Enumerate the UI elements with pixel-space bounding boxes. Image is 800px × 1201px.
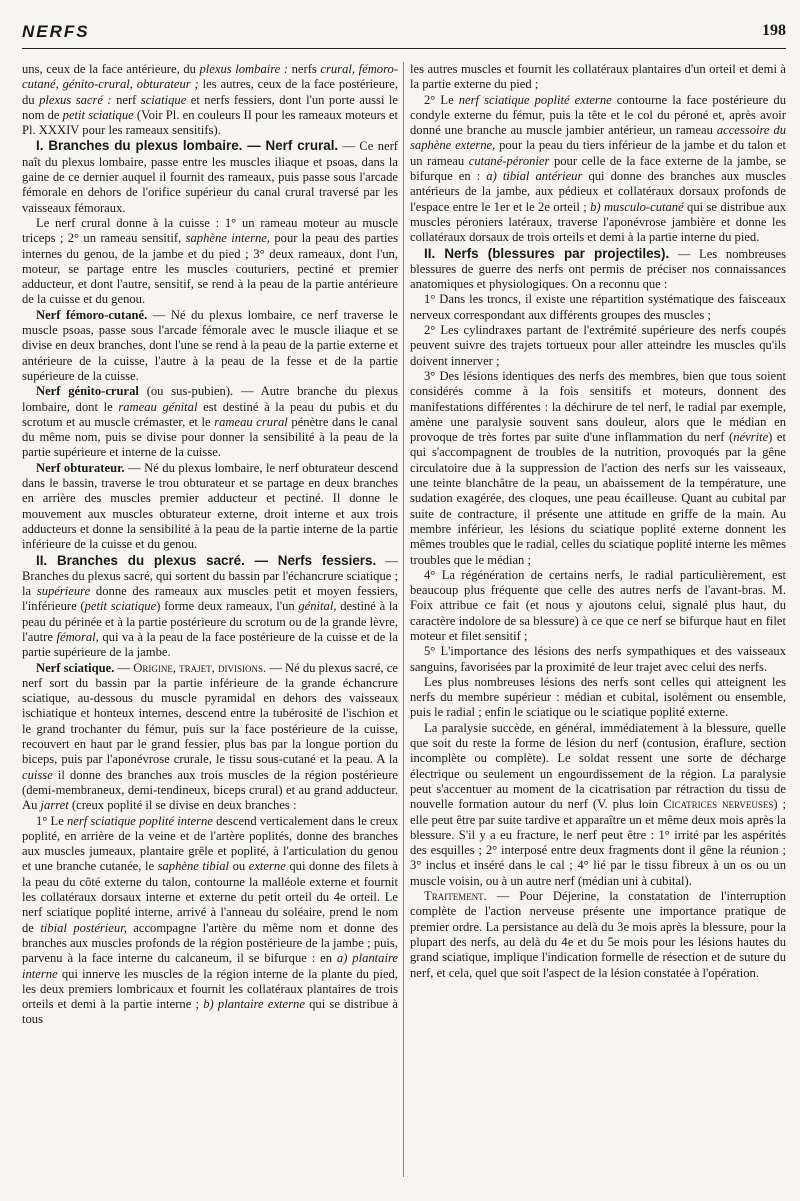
text-run: qui se distribue à tous <box>22 997 398 1027</box>
italic-term: nerf sciatique poplité interne <box>66 813 213 828</box>
text-run: 2° Le <box>424 92 459 107</box>
paragraph <box>22 384 398 460</box>
italic-term: tibial postérieur, <box>40 920 127 935</box>
text-run: Les plus nombreuses lésions des nerfs sont celles qui atteignent les nerfs du membre supérieur : médian et cubital, isolément ou ensemble, puis le radial ; enfin le sciatique ou le sciatique poplité externe. <box>410 674 786 720</box>
paragraph <box>410 889 786 981</box>
paragraph <box>22 553 398 661</box>
italic-term: a) tibial antérieur <box>486 169 583 184</box>
page-number: 198 <box>762 22 786 39</box>
text-run: ) ; elle peut être par suite tardive et apparaître un et même deux mois après la blessure. S'il y a eu fracture, le nerf peut être : 1° irrité par les aspérités des esquilles ; 2° interposé entre deux fragments dont il gêne la réunion ; 3° inclus et inséré dans le cal ; 4° lié par le tissu fibreux à un os ou un muscle voisin, ou à un autre nerf (médian uni à cubital). <box>410 797 787 888</box>
paragraph <box>410 323 786 369</box>
text-run: ) forme deux rameaux, l'un <box>156 599 299 614</box>
text-run: pour celle de la face externe de la jambe, se bifurque en : <box>410 153 787 184</box>
text-run: — Pour Déjerine, la constatation de l'interruption complète de l'action nerveuse présente une importance pratique de premier ordre. La persistance au delà du 3e mois après la blessure, pour la plupart des nerfs, au delà du 4e et du 5e mois pour les lésions hautes du grand sciatique, implique l'indication formelle de résection et de suture du nerf, et cela, quel que soit l'aspect de la lésion constatée à l'opération. <box>410 889 786 980</box>
italic-term: b) musculo-cutané <box>590 199 684 214</box>
text-run: — Branches du plexus sacré, qui sortent du bassin par l'échancrure sciatique ; la <box>22 553 398 599</box>
running-head: NERFS <box>22 22 90 41</box>
italic-term: cutané-péronier <box>468 153 550 168</box>
text-run: qui innerve les muscles de la région interne de la plante du pied, les deux premiers lombricaux et fournit les collatéraux plantaires de trois orteils et demi à la partie interne ; <box>22 966 398 1012</box>
paragraph <box>410 292 786 323</box>
section-heading: I. Branches du plexus lombaire. — Nerf crural. <box>36 138 339 154</box>
paragraph <box>22 461 398 553</box>
text-run: qui va à la peau de la face postérieure de la cuisse et de la partie supérieure de la jambe. <box>22 629 399 660</box>
text-run: les autres muscles et fournit les collatéraux plantaires d'un orteil et demi à la partie externe du pied ; <box>410 62 786 92</box>
column-divider <box>403 62 404 1177</box>
text-run: ) et qui s'accompagnent de troubles de la nutrition, provoqués par la gêne circulatoire due à la suppression de l'action des nerfs sur les vaisseaux, une teinte blanchâtre de la peau, un abaissement de la température, une sudation exagérée, des cloques, une peau écailleuse. Quant au cubital par suite de contracture, il présente une attitude en griffe de la main. Au membre inférieur, les lésions du sciatique poplité externe donnent les mêmes troubles que le radial, celles du sciatique poplité interne les mêmes troubles que le médian ; <box>410 430 786 567</box>
paragraph <box>410 568 786 644</box>
text-run: 3° Des lésions identiques des nerfs des membres, bien que tous soient considérés comme à la fois sensitifs et moteurs, donnent des manifestations différentes : la déchirure de tel nerf, le radial par exemple, amène une paralysie souvent sans douleur, alors que le médian en provoque de très fortes par suite d'une inflammation du nerf ( <box>410 368 786 445</box>
text-run: 4° La régénération de certains nerfs, le radial particulièrement, est beaucoup plus fréquente que celle des autres nerfs de l'avant-bras. M. Foix attribue ce fait (et nous y ajoutons celui, signalé plus haut, du caractère indolore de sa blessure) à ce que ce nerf se bifurque haut en filet moteur et filet sensitif ; <box>410 567 786 643</box>
italic-term: plexus lombaire : <box>199 62 289 76</box>
italic-term: nerf sciatique poplité externe <box>458 92 612 107</box>
page-header <box>22 14 786 49</box>
italic-term: crural, fémoro-cutané, génito-crural, obturateur ; <box>22 62 399 92</box>
text-run: — Né du plexus lombaire, ce nerf traverse le muscle psoas, passe sous l'arcade fémorale avec le muscle iliaque et se divise en deux branches, dont l'une se rend à la peau de la partie externe et antérieure de la cuisse, l'autre à la peau de la fesse et de la partie supérieure de la cuisse. <box>22 307 398 383</box>
text-run: accompagne l'artère du même nom et donne des branches aux muscles profonds de la région postérieure de la jambe ; puis, parvenu à la face interne du calcaneum, il se bifurque : en <box>22 920 398 966</box>
subsection-heading: Nerf obturateur. <box>36 460 125 475</box>
text-run: (creux poplité il se divise en deux branches : <box>68 798 297 813</box>
italic-term: rameau crural <box>214 414 288 429</box>
text-run: — Ce nerf naît du plexus lombaire, passe entre les muscles iliaque et psoas, dans la gaine de ce dernier auquel il fournit des rameaux, puis passe sous l'arcade fémorale en dehors de l'orifice supérieur du canal crural traversé par les vaisseaux fémoraux. <box>22 139 398 215</box>
text-run: pour la peau des parties internes du genou, de la jambe et du pied ; 3° deux rameaux, dont l'un, moteur, se partage entre les muscles couturiers, pectiné et premier adducteur, et dont l'autre, sensitif, se rend à la peau de la partie antérieure de la cuisse et du genou. <box>22 231 399 307</box>
italic-term: externe <box>248 859 286 874</box>
text-run: pour la peau du tiers inférieur de la jambe et du talon et un rameau <box>410 138 786 168</box>
section-heading: II. Branches du plexus sacré. — Nerfs fessiers. <box>36 552 377 568</box>
italic-term: névrite <box>733 430 769 445</box>
text-run: uns, ceux de la face antérieure, du <box>22 62 200 76</box>
text-run: — Né du plexus sacré, ce nerf sort du bassin par la partie inférieure de la grande échancrure sciatique, au-dessous du muscle pyramidal en dehors des vaisseaux ischiatique et honteux internes, descend entre la tubérosité de l'ischion et le grand trochanter du fémur, puis sur la face postérieure de la cuisse, recouvert en haut par le grand fessier, plus bas par la longue portion du biceps, puis par l'aponévrose crurale, le tissu sous-cutané et la peau. A la <box>22 660 398 767</box>
italic-term: cuisse <box>22 767 53 782</box>
text-run: (ou sus-pubien). — Autre branche du plexus lombaire, dont le <box>22 384 399 414</box>
subsection-heading: Nerf fémoro-cutané. <box>36 307 148 322</box>
italic-term: génital, <box>298 599 337 614</box>
italic-term: saphène tibial <box>157 859 230 874</box>
right-column <box>410 62 786 981</box>
italic-term: plexus sacré : <box>39 92 112 107</box>
italic-term: supérieure <box>36 584 91 599</box>
left-column <box>22 62 398 1028</box>
text-run: pénètre dans le canal du même nom, puis se divise pour donner la sensibilité à la peau de la partie supérieure et interne de la cuisse. <box>22 414 399 460</box>
text-run: il donne des branches aux trois muscles de la région postérieure (demi-membraneux, demi-tendineux, biceps crural) et au grand adducteur. Au <box>22 767 398 813</box>
paragraph <box>410 246 786 293</box>
text-run: qui donne des branches aux muscles antérieurs de la jambe, aux pédieux et collatéraux dorsaux profonds de l'espace entre le 1er et le 2e orteil ; <box>410 169 787 214</box>
text-run: et nerfs fessiers, dont l'un porte aussi le nom de <box>22 92 398 122</box>
italic-term: fémoral, <box>56 629 99 644</box>
text-run: destiné à la peau du périnée et à la partie postérieure du scrotum ou de la grande lèvre, l'autre <box>22 599 399 644</box>
paragraph <box>410 369 786 568</box>
paragraph <box>22 308 398 384</box>
text-run: nerf <box>111 92 141 107</box>
subsection-heading: Nerf génito-crural <box>36 384 139 399</box>
text-run: 2° Les cylindraxes partant de l'extrémité supérieure des nerfs coupés peuvent suivre des trajets tortueux pour aller atteindre les muscles qu'ils doivent innerver ; <box>410 323 786 368</box>
paragraph <box>410 721 786 889</box>
subsection-heading: Nerf sciatique. <box>36 660 115 675</box>
text-run: est destiné à la peau du pubis et du scrotum et au muscle crémaster, et le <box>22 399 398 429</box>
text-run: (Voir Pl. en couleurs II pour les rameaux moteurs et Pl. XXXIV pour les rameaux sensitifs). <box>22 107 398 138</box>
paragraph <box>410 62 786 93</box>
small-caps-term: Traitement. <box>424 889 487 904</box>
italic-term: sciatique <box>140 92 187 107</box>
section-heading: II. Nerfs (blessures par projectiles). <box>424 245 670 261</box>
text-run: 5° L'importance des lésions des nerfs sympathiques et des vaisseaux sanguins, favorisées par la proximité de leur trajet avec celui des nerfs. <box>410 644 786 674</box>
italic-term: saphène interne, <box>185 231 271 246</box>
text-run: — Né du plexus lombaire, le nerf obturateur descend dans le bassin, traverse le trou obturateur et se partage en deux branches en arrière des muscles premier adducteur et pectiné. Il donne le mouvement aux muscles obturateur externe, droit interne et aux trois adducteurs et donne la sensibilité à la peau de la partie interne de la partie inférieure de la cuisse et du genou. <box>22 460 398 552</box>
paragraph <box>22 62 398 138</box>
text-run: contourne la face postérieure du condyle externe du fémur, puis la tête et le col du péroné et, après avoir donné une branche au muscle jambier antérieur, un rameau <box>410 92 786 138</box>
paragraph <box>410 93 786 246</box>
paragraph <box>22 216 398 308</box>
text-run: les autres, ceux de la face postérieure, du <box>22 77 398 107</box>
text-run: qui se distribue aux muscles péroniers latéraux, traverse l'aponévrose jambière et donne les collatéraux dorsaux de trois orteils et demi à la partie interne du pied. <box>410 199 786 245</box>
text-run: La paralysie succède, en général, immédiatement à la blessure, quelle que soit du reste la forme de lésion du nerf (contusion, éraflure, section incomplète ou complète). Le soldat ressent une sorte de décharge électrique ou seulement un engourdissement de la région. La paralysie peut s'accentuer au moment de la cicatrisation par rétraction du tissu de nouvelle formation autour du nerf (V. plus loin <box>410 720 786 812</box>
text-run: — <box>114 660 134 675</box>
text-run: nerfs <box>288 62 321 76</box>
paragraph <box>410 675 786 721</box>
italic-term: petit sciatique <box>84 599 157 614</box>
italic-term: b) plantaire externe <box>203 997 305 1012</box>
text-run: donne des rameaux aux muscles petit et moyen fessiers, l'inférieure ( <box>22 584 398 614</box>
italic-term: petit sciatique <box>62 107 134 122</box>
paragraph <box>410 644 786 675</box>
italic-term: jarret <box>40 798 69 813</box>
paragraph <box>22 814 398 1028</box>
text-run: qui donne des filets à la peau du côté externe du talon, contourne la malléole externe et fournit les collatéraux dorsaux interne et externe du petit orteil du 4e orteil. Le nerf sciatique poplité interne, arrivé à l'anneau du soléaire, prend le nom de <box>22 859 399 935</box>
text-run: 1° Dans les troncs, il existe une répartition systématique des faisceaux nerveux correspondant aux différents groupes des muscles ; <box>410 292 786 322</box>
italic-term: a) plantaire interne <box>22 951 398 981</box>
small-caps-term: Origine, trajet, divisions. <box>133 660 267 675</box>
text-run: 1° Le <box>36 813 67 828</box>
text-run: — Les nombreuses blessures de guerre des nerfs ont permis de préciser nos connaissances anatomiques et physiologiques. On a reconnu que : <box>410 246 786 292</box>
italic-term: rameau génital <box>118 399 198 414</box>
text-run: ou <box>229 859 249 874</box>
italic-term: accessoire du saphène externe, <box>410 123 786 153</box>
paragraph <box>22 138 398 215</box>
paragraph <box>22 661 398 814</box>
text-run: Le nerf crural donne à la cuisse : 1° un rameau moteur au muscle triceps ; 2° un rameau sensitif, <box>22 215 398 246</box>
small-caps-term: Cicatrices nerveuses <box>663 797 774 812</box>
text-run: descend verticalement dans le creux poplité, en arrière de la veine et de l'artère poplités, donne des branches aux muscles jumeaux, plantaire grêle et poplité, à l'articulation du genou et une branche cutanée, le <box>22 813 398 874</box>
